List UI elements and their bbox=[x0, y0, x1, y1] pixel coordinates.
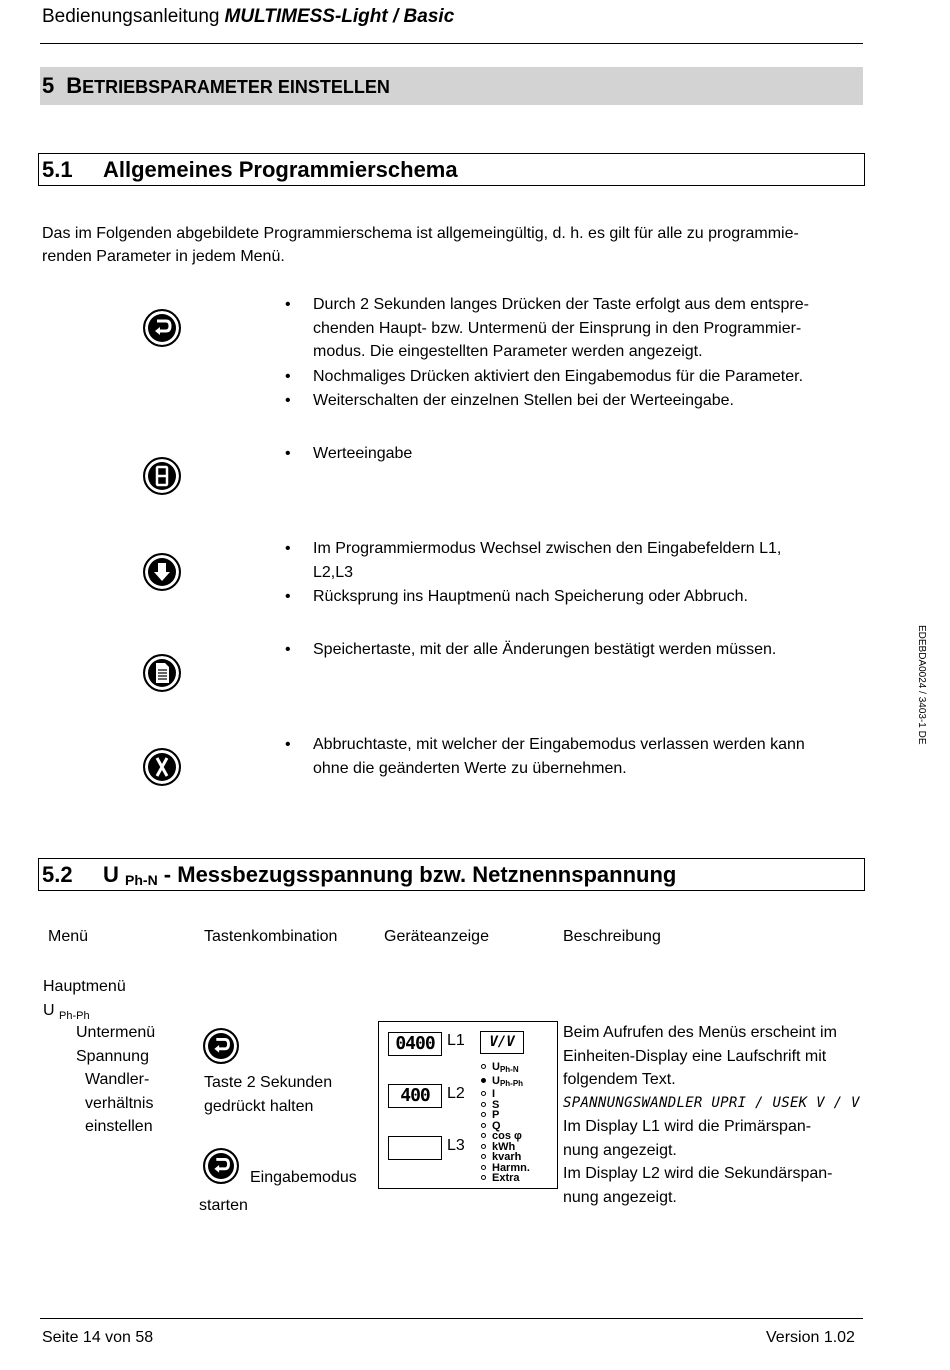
key-step-1: Taste 2 Sekunden gedrückt halten bbox=[204, 1074, 333, 1115]
display-l1-label: L1 bbox=[447, 1032, 465, 1049]
chapter-number: 5 bbox=[42, 73, 55, 98]
cancel-key-icon bbox=[143, 748, 181, 786]
bullet-item: • Werteeingabe bbox=[285, 442, 845, 466]
digit-key-description bbox=[285, 442, 845, 467]
indicator-item: Extra bbox=[481, 1173, 530, 1184]
enter-key-description bbox=[285, 293, 845, 414]
section-number: 5.1 bbox=[42, 157, 73, 182]
display-indicators bbox=[481, 1062, 530, 1184]
section-title-subscript: Ph-N bbox=[125, 872, 158, 888]
down-key-description bbox=[285, 537, 845, 610]
header-divider bbox=[40, 43, 863, 44]
section-5-2-heading bbox=[38, 858, 865, 891]
down-key-icon bbox=[143, 553, 181, 591]
enter-key-icon bbox=[203, 1148, 239, 1184]
bullet-item: • Im Programmiermodus Wechsel zwischen den Eingabefeldern L1, L2,L3 bbox=[285, 537, 818, 584]
page-number: Seite 14 von 58 bbox=[42, 1329, 154, 1346]
column-header-keys: Tastenkombination bbox=[204, 928, 338, 945]
save-key-icon bbox=[143, 654, 181, 692]
scrolling-text: SPANNUNGSWANDLER UPRI / USEK V / V bbox=[563, 1094, 860, 1111]
bullet-item: • Speichertaste, mit der alle Änderungen bestätigt werden müssen. bbox=[285, 638, 845, 662]
device-display bbox=[378, 1021, 558, 1189]
chapter-heading bbox=[40, 67, 863, 105]
menu-subsubmenu: Wandler- verhältnis einstellen bbox=[85, 1071, 154, 1135]
indicator-item: S bbox=[481, 1100, 530, 1111]
version-label: Version 1.02 bbox=[766, 1329, 855, 1346]
indicator-item: Harmn. bbox=[481, 1163, 530, 1174]
indicator-item: cos φ bbox=[481, 1131, 530, 1142]
menu-main-param: U $_{Ph-Ph}$ bbox=[43, 1001, 90, 1022]
display-l2-label: L2 bbox=[447, 1085, 465, 1102]
indicator-item: I bbox=[481, 1089, 530, 1100]
section-title: Allgemeines Programmierschema bbox=[103, 157, 458, 182]
key-step-2-label-cont: starten bbox=[199, 1197, 248, 1214]
intro-line: Das im Folgenden abgebildete Programmierschema ist allgemeingültig, d. h. es gilt für alle zu programmie- bbox=[42, 225, 799, 242]
intro-line: renden Parameter in jedem Menü. bbox=[42, 248, 285, 265]
column-header-menu: Menü bbox=[48, 928, 89, 945]
menu-submenu: Untermenü Spannung bbox=[76, 1024, 156, 1065]
column-header-display: Geräteanzeige bbox=[384, 928, 489, 945]
display-l3-value bbox=[388, 1136, 442, 1160]
section-5-1-intro bbox=[42, 222, 852, 268]
document-code: EDEBDA0024 / 3403-1 DE bbox=[916, 625, 927, 745]
enter-key-icon bbox=[203, 1028, 239, 1064]
menu-main: Hauptmenü bbox=[43, 978, 126, 995]
indicator-item: $U_{Ph-N}$ bbox=[481, 1062, 530, 1076]
section-number: 5.2 bbox=[42, 862, 73, 887]
indicator-item: kWh bbox=[481, 1142, 530, 1153]
display-l1-value: 0400 bbox=[388, 1032, 442, 1056]
footer-divider bbox=[40, 1318, 863, 1319]
digit-key-icon bbox=[143, 457, 181, 495]
indicator-item: kvarh bbox=[481, 1152, 530, 1163]
column-header-description: Beschreibung bbox=[563, 928, 661, 945]
section-title-u: U bbox=[103, 862, 119, 887]
bullet-item: • Rücksprung ins Hauptmenü nach Speicherung oder Abbruch. bbox=[285, 585, 845, 609]
section-5-1-heading bbox=[38, 153, 865, 186]
chapter-title-initial: B bbox=[66, 73, 83, 98]
display-unit: V/V bbox=[480, 1031, 524, 1054]
indicator-item: P bbox=[481, 1110, 530, 1121]
header-title: Bedienungsanleitung bbox=[42, 6, 220, 27]
bullet-item: • Abbruchtaste, mit welcher der Eingabemodus verlassen werden kann ohne die geänderten Werte zu übernehmen. bbox=[285, 733, 838, 780]
enter-key-icon bbox=[143, 309, 181, 347]
section-title-rest: - Messbezugsspannung bzw. Netznennspannung bbox=[157, 862, 677, 887]
description-text: Beim Aufrufen des Menüs erscheint im Einheiten-Display eine Laufschrift mit folgendem Text. SPANNUNGSWANDLER UPRI / USEK V / V Im Display L1 wird die Primärspan- nung angezeigt. Im Display L2 wird die Sekundärspan- nung angezeigt. bbox=[563, 1021, 863, 1209]
cancel-key-description bbox=[285, 733, 845, 781]
display-l3-label: L3 bbox=[447, 1137, 465, 1154]
document-header bbox=[42, 6, 454, 28]
bullet-item: • Durch 2 Sekunden langes Drücken der Taste erfolgt aus dem entspre- chenden Haupt- bzw. Untermenü der Einsprung in den Programmier- modus. Die eingestellten Parameter werden angezeigt. bbox=[285, 293, 845, 364]
save-key-description bbox=[285, 638, 845, 663]
indicator-item: $U_{Ph-Ph}$ bbox=[481, 1076, 530, 1090]
key-step-2-label: Eingabemodus bbox=[250, 1169, 357, 1186]
chapter-title-rest: ETRIEBSPARAMETER EINSTELLEN bbox=[82, 77, 390, 97]
bullet-item: • Weiterschalten der einzelnen Stellen bei der Werteeingabe. bbox=[285, 389, 845, 413]
display-l2-value: 400 bbox=[388, 1084, 442, 1108]
bullet-item: • Nochmaliges Drücken aktiviert den Eingabemodus für die Parameter. bbox=[285, 365, 845, 389]
header-product: MULTIMESS-Light / Basic bbox=[224, 6, 455, 27]
indicator-item: Q bbox=[481, 1121, 530, 1132]
